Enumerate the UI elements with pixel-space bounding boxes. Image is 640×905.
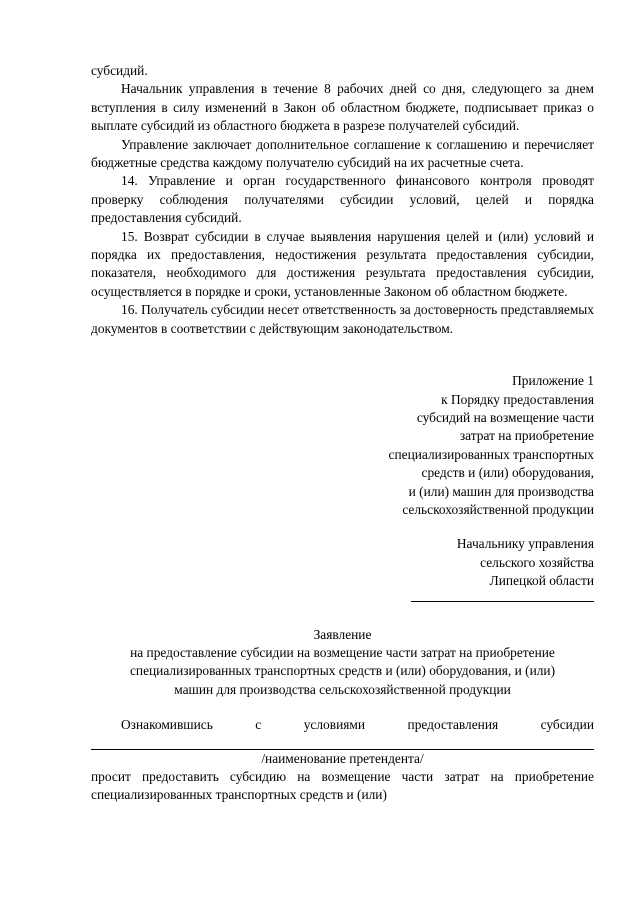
appendix-line: специализированных транспортных	[388, 446, 594, 462]
appendix-line: средств и (или) оборудования,	[421, 465, 594, 481]
addressee-line: сельского хозяйства	[480, 554, 594, 570]
text-fragment: субсидий.	[91, 63, 148, 78]
paragraph-additional-agreement: Управление заключает дополнительное соглашение к соглашению и перечисляет бюджетные средства каждому получателю субсидий на их расчетные счета.	[91, 136, 594, 171]
appendix-line: к Порядку предоставления	[441, 391, 594, 407]
addressee-block	[91, 535, 594, 601]
addressee-line: Начальнику управления	[456, 536, 594, 552]
statement-title: Заявление	[313, 626, 372, 642]
appendix-line: затрат на приобретение	[459, 428, 594, 444]
statement-subtitle-line: машин для производства сельскохозяйственной продукции	[174, 681, 511, 697]
paragraph-15: 15. Возврат субсидии в случае выявления нарушения целей и (или) условий и порядка их предоставления, недостижения результата предоставления субсидии, показателя, необходимого для достижения результата предоставления субсидии, осуществляется в порядке и сроки, установленные Законом об областном бюджете.	[91, 228, 594, 299]
statement-heading	[91, 626, 594, 700]
appendix-line: Приложение 1	[512, 373, 594, 389]
appendix-line: сельскохозяйственной продукции	[402, 501, 594, 517]
statement-intro: Ознакомившись с условиями предоставления субсидии	[121, 717, 594, 733]
applicant-name-caption: /наименование претендента/	[261, 750, 424, 766]
paragraph-order-signing: Начальник управления в течение 8 рабочих дней со дня, следующего за днем вступления в силу изменений в Закон об областном бюджете, подписывает приказ о выплате субсидий из областного бюджета в разрезе получателей субсидий.	[91, 81, 594, 134]
appendix-line: и (или) машин для производства	[408, 483, 594, 499]
document-content	[91, 62, 594, 805]
statement-body: просит предоставить субсидию на возмещение части затрат на приобретение специализированных транспортных средств и (или)	[91, 769, 594, 803]
appendix-heading	[91, 372, 594, 519]
paragraph-16: 16. Получатель субсидии несет ответственность за достоверность представляемых документов в соответствии с действующим законодательством.	[91, 302, 594, 336]
statement-subtitle-line: на предоставление субсидии на возмещение части затрат на приобретение	[130, 644, 555, 660]
paragraph-14: 14. Управление и орган государственного финансового контроля проводят проверку соблюдения получателями субсидии условий, целей и порядка предоставления субсидий.	[91, 173, 594, 226]
addressee-line: Липецкой области	[489, 573, 594, 589]
appendix-line: субсидий на возмещение части	[416, 409, 594, 425]
statement-subtitle-line: специализированных транспортных средств и (или) оборудования, и (или)	[129, 663, 556, 679]
